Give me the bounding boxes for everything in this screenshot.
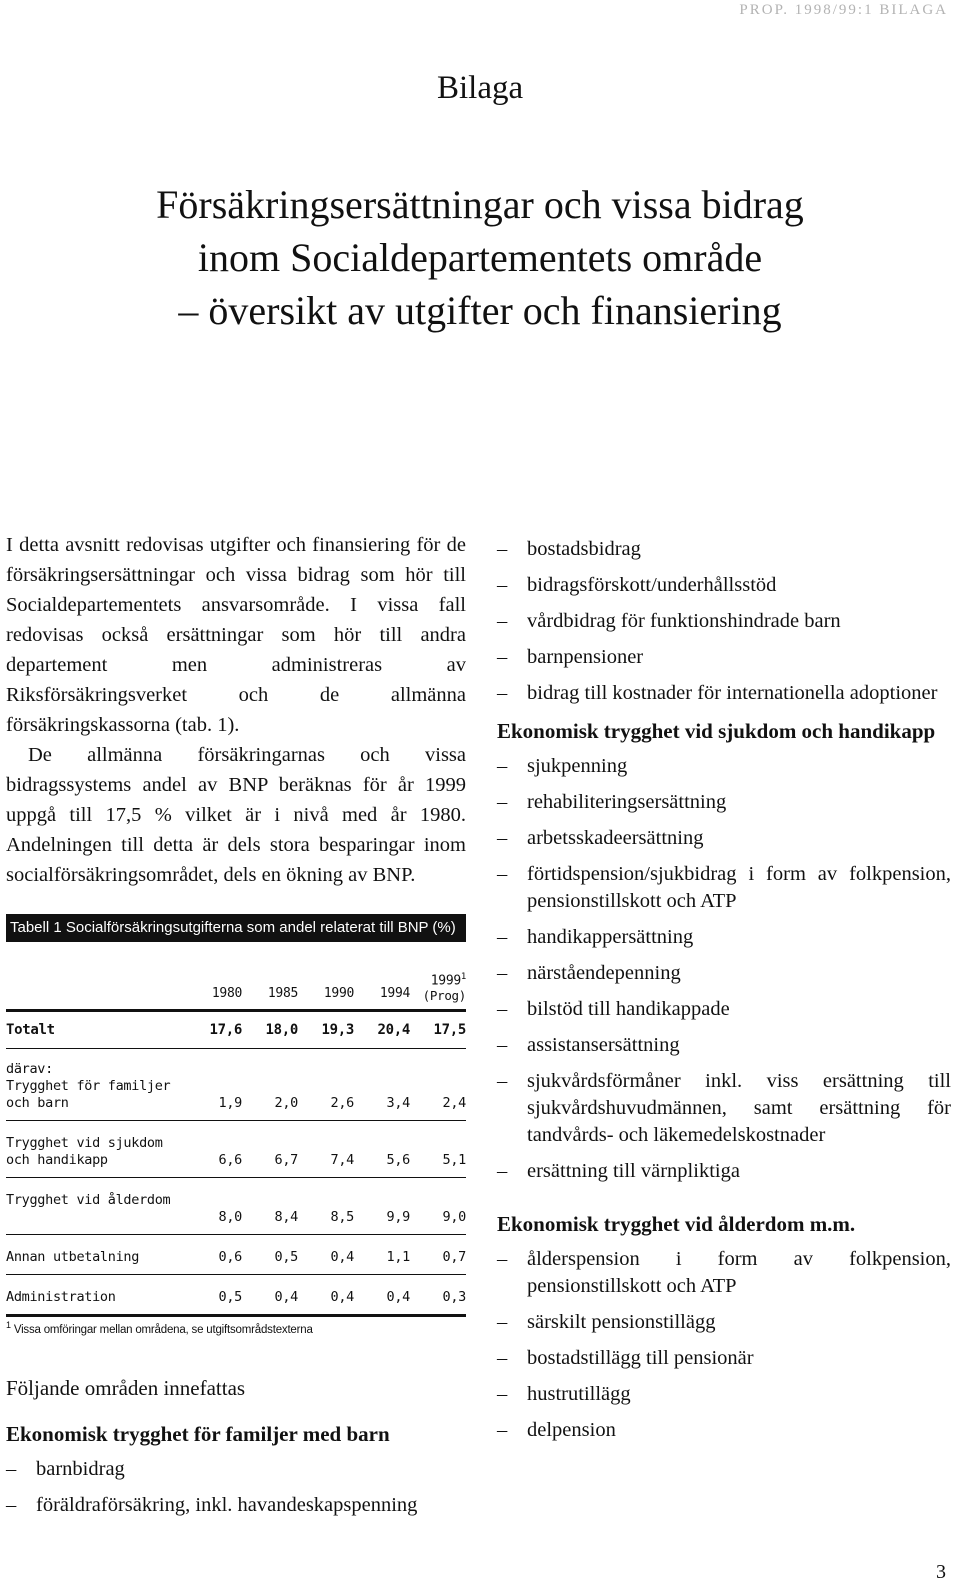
row-label: Totalt [6,1011,186,1049]
data-table [6,942,466,1317]
title-line-2: inom Socialdepartementets område [197,235,763,280]
list-item: – bostadsbidrag [497,536,951,563]
list-item: – bilstöd till handikappade [497,996,951,1023]
page-number: 3 [936,1561,946,1583]
cell-value: 8,4 [242,1209,298,1235]
cell-value: 2,4 [410,1095,466,1121]
running-header: PROP. 1998/99:1 BILAGA [739,2,948,18]
table-header-row [6,942,466,1011]
footnote-mark: 1 [460,972,466,982]
list-item: – föräldraförsäkring, inkl. havandeskapspenning [6,1492,466,1519]
row-label-line1: Trygghet vid sjukdom [6,1135,163,1152]
cell-value: 17,5 [410,1011,466,1049]
table-row [6,1178,466,1210]
footnote-mark: 1 [6,1320,11,1331]
list-item: – bidrag till kostnader för internationella adoptioner [497,680,951,707]
table-footnote [6,1320,466,1336]
cell-value: 0,6 [186,1235,242,1275]
section-heading-sickness: Ekonomisk trygghet vid sjukdom och handikapp [497,719,936,743]
row-label: Administration [6,1275,186,1316]
list-item: – vårdbidrag för funktionshindrade barn [497,608,951,635]
header-label-cell [6,942,186,1011]
cell-value: 0,4 [298,1235,354,1275]
table-row [6,1078,466,1095]
row-label-line2 [6,1209,186,1235]
cell-value: 5,1 [410,1152,466,1178]
section-label: Bilaga [437,70,524,106]
left-column [6,530,466,1528]
list-sickness [497,753,951,1185]
list-item: – barnbidrag [6,1456,466,1483]
cell-value: 7,4 [298,1152,354,1178]
cell-value: 2,0 [242,1095,298,1121]
list-item: – närståendepenning [497,960,951,987]
list-item: – assistansersättning [497,1032,951,1059]
table-subhead-row [6,1049,466,1079]
right-column [497,536,951,1453]
list-item: – barnpensioner [497,644,951,671]
list-item: – bidragsförskott/underhållsstöd [497,572,951,599]
title-line-1: Försäkringsersättningar och vissa bidrag [156,182,804,227]
cell-value: 2,6 [298,1095,354,1121]
cell-value: 6,7 [242,1152,298,1178]
list-item: – rehabiliteringsersättning [497,789,951,816]
title-line-3: – översikt av utgifter och finansiering [178,288,782,333]
cell-value: 9,0 [410,1209,466,1235]
list-item: – särskilt pensionstillägg [497,1309,951,1336]
table-caption: Tabell 1 Socialförsäkringsutgifterna som andel relaterat till BNP (%) [6,914,466,942]
intro-paragraph-2: De allmänna försäkringarnas och vissa bidragssystems andel av BNP beräknas för år 1999 uppgå till 17,5 % vilket är i nivå med år 1980. Andelningen till detta är dels stora besparingar inom socialförsäkringsområdet, dels en ökning av BNP. [6,744,466,886]
cell-value: 19,3 [298,1011,354,1049]
row-label: Annan utbetalning [6,1235,186,1275]
header-year-1999: 1999 [430,973,461,989]
footnote-text: Vissa omföringar mellan områdena, se utgiftsområdstexterna [13,1324,313,1337]
list-item: – förtidspension/sjukbidrag i form av folkpension, pensionstillskott och ATP [497,861,951,915]
list-item: – bostadstillägg till pensionär [497,1345,951,1372]
cell-value: 0,3 [410,1275,466,1316]
cell-value: 1,1 [354,1235,410,1275]
subhead-label: därav: [6,1061,53,1078]
row-label-line1: Trygghet för familjer [6,1078,171,1095]
list-item: – arbetsskadeersättning [497,825,951,852]
list-family [6,1456,466,1519]
cell-value: 0,4 [354,1275,410,1316]
cell-value: 18,0 [242,1011,298,1049]
list-item: – handikappersättning [497,924,951,951]
table-row [6,1121,466,1153]
list-item: – delpension [497,1417,951,1444]
cell-value: 1,9 [186,1095,242,1121]
list-item: – ålderspension i form av folkpension, pensionstillskott och ATP [497,1246,951,1300]
table-row [6,1275,466,1316]
intro-paragraph-1: I detta avsnitt redovisas utgifter och finansiering för de försäkringsersättningar och vissa bidrag som hör till Socialdepartementets ansvarsområde. I vissa fall redovisas också ersättningar som hör till andra departement men administreras av Riksförsäkringsverket och de allmänna försäkringskassorna (tab. 1). [6,534,466,736]
cell-value: 0,4 [298,1275,354,1316]
table-row [6,1095,466,1121]
header-year: 1994 [354,942,410,1011]
list-family-continued [497,536,951,707]
main-title [0,178,960,337]
prog-label: (Prog) [422,988,466,1004]
cell-value: 9,9 [354,1209,410,1235]
cell-value: 0,4 [242,1275,298,1316]
header-year: 1990 [298,942,354,1011]
cell-value: 20,4 [354,1011,410,1049]
list-item: – ersättning till värnpliktiga [497,1158,951,1185]
areas-heading: Följande områden innefattas [6,1376,246,1401]
cell-value: 8,5 [298,1209,354,1235]
header-year: 1980 [186,942,242,1011]
table-row [6,1152,466,1178]
list-item: – sjukpenning [497,753,951,780]
cell-value: 0,5 [242,1235,298,1275]
section-heading-family: Ekonomisk trygghet för familjer med barn [6,1422,390,1447]
cell-value: 8,0 [186,1209,242,1235]
list-item: – hustrutillägg [497,1381,951,1408]
table-row [6,1209,466,1235]
section-heading-old-age: Ekonomisk trygghet vid ålderdom m.m. [497,1212,856,1236]
cell-value: 3,4 [354,1095,410,1121]
table-row [6,1235,466,1275]
row-label-line2: och handikapp [6,1152,186,1178]
list-old-age [497,1246,951,1444]
cell-value: 0,5 [186,1275,242,1316]
list-item: – sjukvårdsförmåner inkl. viss ersättning till sjukvårdshuvudmännen, samt ersättning för tandvårds- och läkemedelskostnader [497,1068,951,1149]
header-year-prog [410,942,466,1011]
table-1 [6,914,466,1336]
header-year: 1985 [242,942,298,1011]
row-label-line2: och barn [6,1095,186,1121]
cell-value: 17,6 [186,1011,242,1049]
cell-value: 0,7 [410,1235,466,1275]
cell-value: 5,6 [354,1152,410,1178]
table-row-total [6,1011,466,1049]
row-label-line1: Trygghet vid ålderdom [6,1192,171,1209]
cell-value: 6,6 [186,1152,242,1178]
